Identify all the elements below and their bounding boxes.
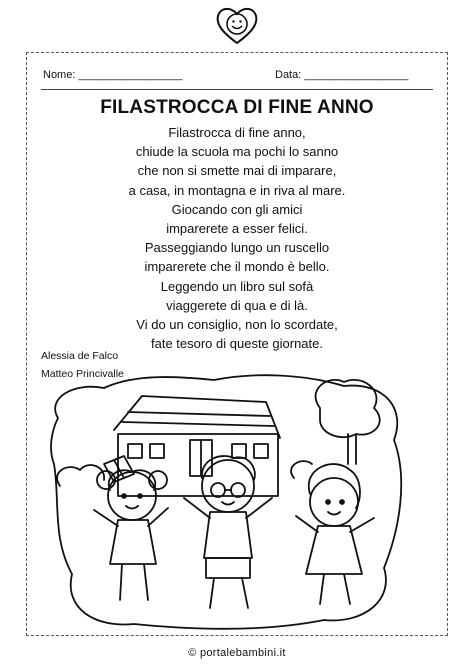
- school-children-icon: [44, 368, 412, 636]
- poem-line: viaggerete di qua e di là.: [166, 297, 308, 313]
- author-name: Matteo Princivalle: [41, 368, 124, 380]
- poem-body: [27, 123, 447, 353]
- name-blank: _________________: [78, 69, 183, 81]
- poem-title: FILASTROCCA DI FINE ANNO: [100, 97, 374, 118]
- date-label: Data:: [275, 69, 302, 81]
- author-name: Alessia de Falco: [41, 350, 119, 362]
- poem-line: a casa, in montagna e in riva al mare.: [128, 182, 346, 198]
- date-blank: _________________: [304, 69, 409, 81]
- poem-line: Vi do un consiglio, non lo scordate,: [136, 317, 338, 333]
- poem-line: Leggendo un libro sul sofà: [160, 278, 314, 294]
- header-divider: [41, 89, 433, 90]
- name-field[interactable]: [43, 69, 182, 81]
- heart-smiley-icon: [214, 4, 260, 46]
- poem-line: imparerete a esser felici.: [166, 221, 308, 237]
- date-field[interactable]: [275, 69, 408, 81]
- header-fields: [43, 69, 427, 87]
- poem-line: imparerete che il mondo è bello.: [144, 259, 330, 275]
- footer-site: © portalebambini.it: [188, 647, 286, 659]
- poem-line: fate tesoro di queste giornate.: [150, 336, 323, 352]
- poem-line: che non si smette mai di imparare,: [137, 163, 337, 179]
- poem-line: Giocando con gli amici: [171, 201, 303, 217]
- poem-line: Passeggiando lungo un ruscello: [144, 240, 330, 256]
- poem-line: Filastrocca di fine anno,: [168, 125, 306, 140]
- poem-line: chiude la scuola ma pochi lo sanno: [135, 144, 339, 160]
- name-label: Nome:: [43, 69, 76, 81]
